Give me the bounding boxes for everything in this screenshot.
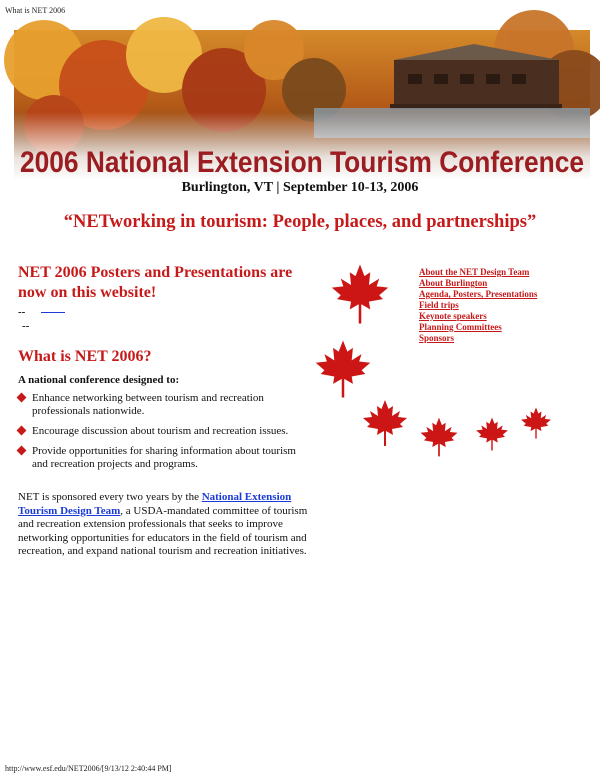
nav-link-keynote[interactable]: Keynote speakers [419, 311, 487, 321]
nav-link-field-trips[interactable]: Field trips [419, 300, 459, 310]
dash-text: -- [18, 306, 26, 318]
print-header: What is NET 2006 [5, 6, 66, 15]
maple-leaf-icon [328, 262, 392, 326]
subtitle: Burlington, VT | September 10-13, 2006 [181, 180, 419, 195]
bullet-item: Provide opportunities for sharing information about tourism and recreation projects and programs. [18, 445, 308, 471]
dash-line-2: -- [22, 320, 30, 332]
nav-link-committees[interactable]: Planning Committees [419, 322, 502, 332]
diamond-bullet-icon [17, 446, 27, 456]
bullet-item: Encourage discussion about tourism and recreation issues. [18, 425, 308, 438]
sponsor-paragraph: NET is sponsored every two years by the National Extension Tourism Design Team, a USDA-mandated committee of tourism and recreation extension professionals that seeks to improve networking opportunities for educators in the field of tourism and recreation, and expand national tourism and recreation initiatives. [18, 491, 308, 557]
intro-text: A national conference designed to: [18, 374, 180, 386]
bullet-item: Enhance networking between tourism and recreation professionals nationwide. [18, 392, 308, 418]
nav-link-sponsors[interactable]: Sponsors [419, 333, 455, 343]
dash-line-1 [18, 306, 65, 318]
tagline: “NETworking in tourism: People, places, and partnerships” [63, 212, 537, 232]
maple-leaf-icon [474, 416, 510, 452]
empty-link[interactable] [41, 311, 65, 313]
diamond-bullet-icon [17, 426, 27, 436]
diamond-bullet-icon [17, 393, 27, 403]
maple-leaf-icon [360, 398, 410, 448]
nav-link-burlington[interactable]: About Burlington [419, 278, 488, 288]
maple-leaf-icon [418, 416, 460, 458]
nav-link-agenda[interactable]: Agenda, Posters, Presentations [419, 289, 538, 299]
design-team-link[interactable]: National Extension Tourism Design Team [18, 491, 292, 517]
what-heading: What is NET 2006? [18, 348, 152, 365]
maple-leaf-icon [519, 406, 553, 440]
banner-image [14, 30, 590, 180]
banner-photo [14, 30, 590, 180]
posters-heading: NET 2006 Posters and Presentations are now on this website! [18, 264, 293, 301]
nav-link-design-team[interactable]: About the NET Design Team [419, 267, 530, 277]
bullet-list [18, 392, 308, 478]
nav-links [419, 267, 537, 344]
banner-title: 2006 National Extension Tourism Conference [20, 146, 584, 179]
print-footer: http://www.esf.edu/NET2006/[9/13/12 2:40:44 PM] [5, 764, 172, 773]
maple-leaf-icon [312, 338, 374, 400]
